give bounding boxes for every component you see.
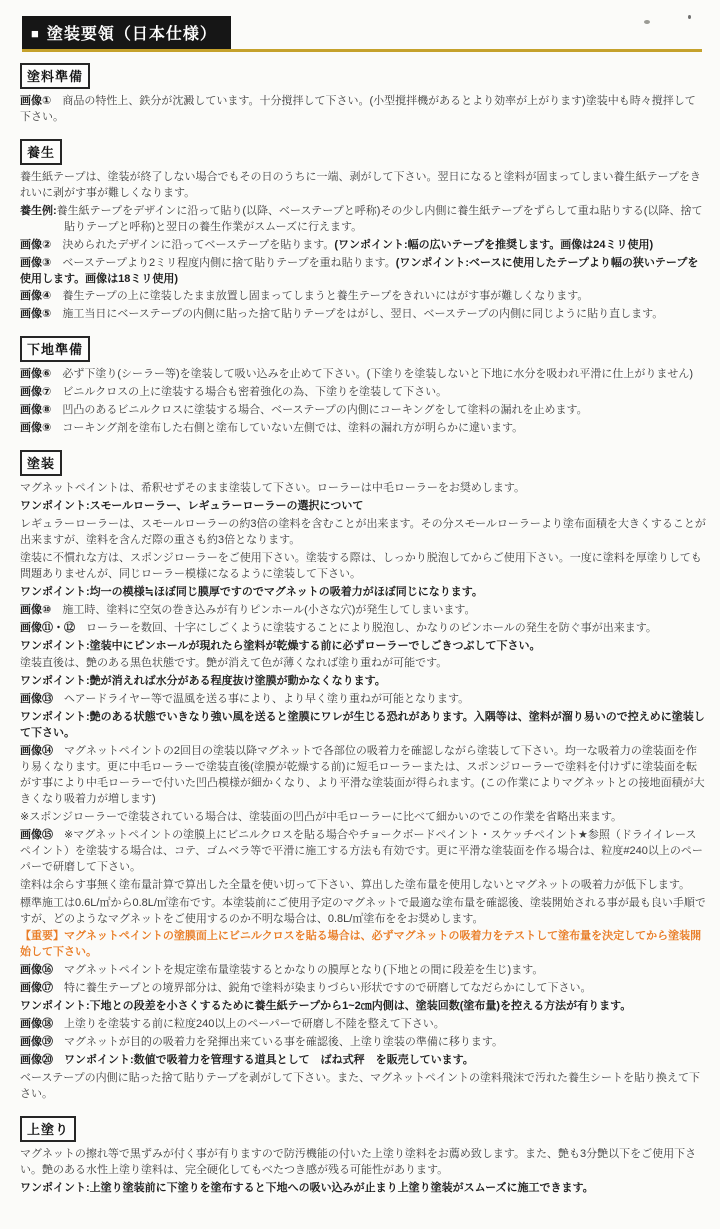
paragraph	[20, 963, 706, 979]
paragraph	[20, 585, 706, 601]
paragraph	[20, 810, 706, 826]
text-segment: 画像⑥	[20, 368, 52, 381]
page-title	[22, 16, 231, 49]
text-segment: 画像⑰	[20, 982, 53, 995]
title-square-icon: ■	[31, 26, 40, 41]
paragraph	[20, 481, 706, 497]
paragraph	[20, 744, 706, 808]
text-segment: ※スポンジローラーで塗装されている場合は、塗装面の凹凸が中毛ローラーに比べて細かいのでこの作業を省略出来ます。	[20, 810, 623, 823]
page-title-text: 塗装要領（日本仕様）	[46, 26, 217, 43]
text-segment: レギュラーローラーは、スモールローラーの約3倍の塗料を含むことが出来ます。その分スモールローラーより塗布面積を大きくすることが出来ますが、塗料を含んだ際の重さも約3倍となります。	[20, 517, 706, 546]
paragraph	[20, 238, 706, 254]
paragraph	[20, 1053, 706, 1069]
paragraph	[20, 828, 706, 876]
scan-speck	[688, 15, 691, 19]
text-segment: 画像⑯	[20, 964, 53, 977]
text-segment: ベーステープより2ミリ程度内側に捨て貼りテープを重ね貼ります。	[51, 256, 396, 269]
text-segment: 画像⑪・⑫	[20, 621, 75, 634]
text-segment: 画像⑲	[20, 1036, 53, 1049]
text-segment: ワンポイント:スモールローラー、レギュラーローラーの選択について	[20, 500, 364, 512]
paragraph	[20, 710, 706, 742]
paragraph	[20, 621, 706, 637]
paragraph	[20, 878, 706, 894]
text-segment: ワンポイント:下地との段差を小さくするために養生紙テープから1~2㎝内側は、塗装回数(塗布量)を控える方法が有ります。	[20, 1000, 632, 1013]
text-segment: ワンポイント:均一の模様≒ほぼ同じ膜厚ですのでマグネットの吸着力がほぼ同じになります。	[20, 585, 483, 598]
text-segment: 施工時、塗料に空気の巻き込みが有りピンホール(小さな穴)が発生してしまいます。	[51, 603, 476, 616]
section-shitaji-junbi	[20, 325, 706, 437]
text-segment: ローラーを数回、十字にしごくように塗装することにより脱泡し、かなりのピンホールの発生を防ぐ事が出来ます。	[75, 621, 657, 634]
section-toryo-junbi	[20, 52, 706, 126]
paragraph	[20, 421, 706, 437]
paragraph	[20, 1017, 706, 1033]
text-segment: コーキング剤を塗布した右側と塗布していない左側では、塗料の漏れ方が明らかに違います。	[51, 422, 524, 435]
section-heading-yojo: 養生	[20, 139, 62, 165]
text-segment: 画像⑬	[20, 693, 53, 706]
paragraph	[20, 1071, 706, 1103]
text-segment: 凹凸のあるビニルクロスに塗装する場合、ベーステープの内側にコーキングをして塗料の漏れを止めます。	[51, 404, 588, 417]
text-segment: 養生紙テープをデザインに沿って貼り(以降、ベーステープと呼称)その少し内側に養生紙テープをずらして重ね貼りする(以降、捨て貼りテープと呼称)と翌日の養生作業がスムーズに行えます。	[56, 204, 703, 233]
text-segment: ワンポイント:塗装中にピンホールが現れたら塗料が乾燥する前に必ずローラーでしごきつぶして下さい。	[20, 639, 541, 652]
paragraph	[20, 256, 706, 288]
text-segment: ワンポイント:上塗り塗装前に下塗りを塗布すると下地への吸い込みが止まり上塗り塗装がスムーズに施工できます。	[20, 1181, 594, 1194]
section-heading-shitaji-junbi: 下地準備	[20, 336, 90, 362]
text-segment: ヘアードライヤー等で温風を送る事により、より早く塗り重ねが可能となります。	[53, 693, 470, 706]
paragraph	[20, 692, 706, 708]
text-segment: マグネットの擦れ等で黒ずみが付く事が有りますので防汚機能の付いた上塗り塗料をお薦め致します。また、艶も3分艶以下をご使用下さい。艶のある水性上塗り塗料は、完全硬化してもべたつき感が残る可能性があります。	[20, 1147, 697, 1176]
text-segment: 養生例:	[20, 204, 57, 217]
text-segment: 塗装直後は、艶のある黒色状態です。艶が消えて色が薄くなれば塗り重ねが可能です。	[20, 657, 448, 670]
text-segment: ビニルクロスの上に塗装する場合も密着強化の為、下塗りを塗装して下さい。	[51, 386, 448, 399]
text-segment: 画像③	[20, 256, 52, 269]
text-segment: 画像⑨	[20, 422, 52, 435]
text-segment: 画像⑧	[20, 404, 52, 417]
paragraph	[20, 403, 706, 419]
paragraph	[20, 499, 706, 515]
paragraph	[20, 603, 706, 619]
important-text: 【重要】マグネットペイントの塗膜面上にビニルクロスを貼る場合は、必ずマグネットの吸着力をテストして塗布量を決定してから塗装開始して下さい。	[20, 930, 702, 959]
paragraph	[20, 170, 706, 202]
paragraph	[20, 639, 706, 655]
section-heading-toryo-junbi: 塗料準備	[20, 63, 90, 89]
paragraph	[20, 367, 706, 383]
paragraph	[20, 896, 706, 928]
text-segment: 画像⑮	[20, 828, 53, 841]
text-segment: 上塗りを塗装する前に粒度240以上のペーパーで研磨し不陸を整えて下さい。	[53, 1018, 445, 1031]
text-segment: 画像⑩	[20, 603, 52, 616]
section-toso	[20, 439, 706, 1103]
text-segment: 画像⑳ ワンポイント:数値で吸着力を管理する道具として ばね式秤 を販売しています。	[20, 1054, 474, 1066]
paragraph	[20, 307, 706, 323]
paragraph	[20, 94, 706, 126]
text-segment: 画像⑤	[20, 308, 52, 321]
paragraph	[20, 981, 706, 997]
text-segment: 画像②	[20, 238, 52, 251]
text-segment: 画像④	[20, 290, 52, 303]
scan-speck	[644, 20, 650, 24]
text-segment: 塗装に不慣れな方は、スポンジローラーをご使用下さい。塗装する際は、しっかり脱泡してからご使用下さい。一度に塗料を厚塗りしても問題ありませんが、同じローラー模様になるように塗装して下さい。	[20, 551, 702, 580]
paragraph	[20, 1035, 706, 1051]
paragraph	[20, 1181, 706, 1197]
text-segment: ワンポイント:艶が消えれば水分がある程度抜け塗膜が動かなくなります。	[20, 675, 386, 688]
paragraph	[20, 929, 706, 961]
paragraph	[20, 551, 706, 583]
paragraph	[20, 1147, 706, 1179]
text-segment: (ワンポイント:ベースに使用したテープより幅の狭いテープを使用します。画像は18ミリ使用)	[20, 256, 699, 285]
text-segment: 画像⑭	[20, 745, 53, 758]
text-segment: 養生テープの上に塗装したまま放置し固まってしまうと養生テープをきれいにはがす事が難しくなります。	[51, 290, 589, 303]
text-segment: マグネットペイントを規定塗布量塗装するとかなりの膜厚となり(下地との間に段差を生じ)ます。	[53, 964, 544, 977]
section-heading-uwanuri: 上塗り	[20, 1116, 76, 1142]
text-segment: マグネットが目的の吸着力を発揮出来ている事を確認後、上塗り塗装の準備に移ります。	[53, 1036, 504, 1049]
text-segment: ※マグネットペイントの塗膜上にビニルクロスを貼る場合やチョークボードペイント・スケッチペイント★参照（ドライイレースペイント）を塗装する場合は、コテ、ゴムベラ等で平滑に施工する方法も有効です。更に平滑な塗装面を作る場合は、粒度#240以上のペーパーで研磨して下さい。	[20, 828, 703, 873]
text-segment: マグネットペイントは、希釈せずそのまま塗装して下さい。ローラーは中毛ローラーをお奨めします。	[20, 482, 526, 495]
document-title-bar	[20, 16, 706, 52]
paragraph	[20, 289, 706, 305]
text-segment: 標準施工は0.6L/㎡から0.8L/㎡塗布です。本塗装前にご使用予定のマグネットで最適な塗布量を確認後、塗装開始される事が最も良い手順ですが、どのようなマグネットをご使用するのか不明な場合は、0.8L/㎡塗布ををお奨めします。	[20, 896, 706, 925]
text-segment: 特に養生テープとの境界部分は、鋭角で塗料が染まりづらい形状ですので研磨してなだらかにして下さい。	[53, 982, 592, 995]
text-segment: 養生紙テープは、塗装が終了しない場合でもその日のうちに一端、剥がして下さい。翌日になると塗料が固まってしまい養生紙テープをきれいに剥がす事が難しくなります。	[20, 170, 701, 199]
text-segment: 必ず下塗り(シーラー等)を塗装して吸い込みを止めて下さい。(下塗りを塗装しないと下地に水分を吸われ平滑に仕上がりません)	[51, 368, 693, 381]
text-segment: 画像①	[20, 95, 52, 107]
text-segment: ベーステープの内側に貼った捨て貼りテープを剥がして下さい。また、マグネットペイントの塗料飛沫で汚れた養生シートを貼り換えて下さい。	[20, 1071, 701, 1100]
section-uwanuri	[20, 1105, 706, 1197]
section-yojo	[20, 128, 706, 323]
text-segment: (ワンポイント:幅の広いテープを推奨します。画像は24ミリ使用)	[334, 238, 654, 251]
text-segment: ワンポイント:艶のある状態でいきなり強い風を送ると塗膜にワレが生じる恐れがあります。入隅等は、塗料が溜り易いので控えめに塗装して下さい。	[20, 711, 705, 740]
paragraph	[20, 999, 706, 1015]
paragraph	[20, 517, 706, 549]
text-segment: 商品の特性上、鉄分が沈澱しています。十分撹拌して下さい。(小型撹拌機があるとより効率が上がります)塗装中も時々撹拌して下さい。	[20, 95, 696, 123]
paragraph	[20, 656, 706, 672]
text-segment: 塗料は余らす事無く塗布量計算で算出した全量を使い切って下さい、算出した塗布量を使用しないとマグネットの吸着力が低下します。	[20, 878, 691, 891]
paragraph	[20, 204, 706, 236]
paragraph	[20, 674, 706, 690]
paragraph	[20, 385, 706, 401]
section-heading-toso: 塗装	[20, 450, 62, 476]
text-segment: 決められたデザインに沿ってベーステープを貼ります。	[51, 238, 335, 251]
text-segment: マグネットペイントの2回目の塗装以降マグネットで各部位の吸着力を確認しながら塗装して下さい。均一な吸着力の塗装面を作り易くなります。更に中毛ローラーで塗装直後(塗膜が乾燥する前)に短毛ローラーまたは、スポンジローラーで塗料を付けずに塗装面を転がす事により中毛ローラーで付いた凹凸模様が細かくなり、より平滑な塗装面が得られます。(この作業によりマグネットとの接地面積が大きくなり吸着力が増します)	[20, 745, 705, 805]
text-segment: 施工当日にベーステープの内側に貼った捨て貼りテープをはがし、翌日、ベーステープの内側に同じように貼り直します。	[51, 308, 664, 321]
document-body	[20, 52, 706, 1197]
text-segment: 画像⑱	[20, 1018, 53, 1031]
text-segment: 画像⑦	[20, 386, 52, 399]
